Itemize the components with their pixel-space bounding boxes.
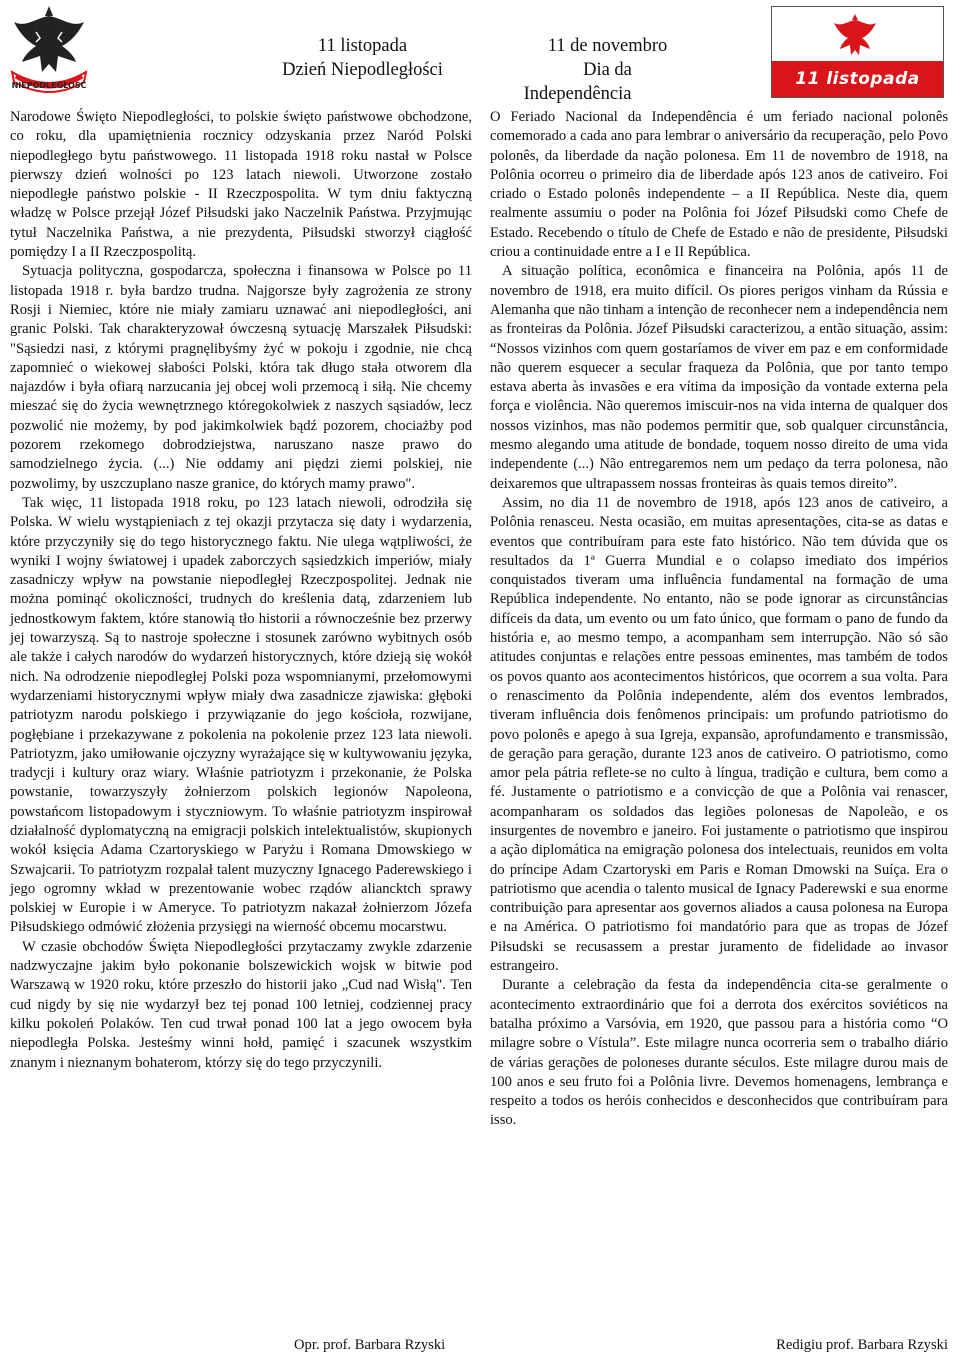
- pt-paragraph-2: A situação política, econômica e financeira na Polônia, após 11 de novembro de 1918, era muito difícil. Os piores perigos vinham da Rússia e Alemanha que não tinham a intenção de reconhecer nem a independência nem as fronteiras da Polônia. Józef Piłsudski caracterizou, a então situação, assim: “Nossos vizinhos com quem gostaríamos de viver em paz e em conformidade não querem esquecer a secular fraqueza da Polônia, que por tanto tempo estava aberta às invasões e era vítima da imposição da vontade externa pela força e violência. Não queremos imiscuir-nos na vida interna de qualquer dos nossos vizinhos, mas não podemos permitir que, sob qualquer circunstância, mesmo alegando uma atitude de bondade, toquem nosso direito de uma vida independente (...) Não entregaremos nem um pedaço da terra polonesa, não deixaremos que ultrapassem nossas fronteiras às quais temos direito”.: [490, 263, 948, 492]
- logo-text: NIEPODLEGŁOŚĆ: [11, 81, 87, 90]
- pl-signature: Opr. prof. Barbara Rzyski: [294, 1337, 446, 1353]
- portuguese-column: [490, 108, 948, 1131]
- pt-paragraph-3: Assim, no dia 11 de novembro de 1918, após 123 anos de cativeiro, a Polônia renasceu. Nesta ocasião, em muitas apresentações, cita-se as datas e eventos que contribuíram para este fato histórico. Não tem dúvida que os resultados da 1ª Guerra Mundial e o colapso imediato dos impérios conquistados tiveram uma influência fundamental na formação de uma República independente. No entanto, não se pode ignorar as circunstâncias difíceis da data, um evento ou um fato único, que formam o pano de fundo da história e, ao mesmo tempo, a acompanham sem interrupção. Não só são atitudes conjuntas e relações entre pessoas eminentes, mas também de todos os povos quanto aos acontecimentos históricos, que ocorrem a sua volta. Para o renascimento da Polônia independente, além dos eventos lembrados, tiveram influência dois fenômenos principais: um profundo patriotismo do povo polonês e apego à sua Igreja, expansão, aprofundamento e transmissão, de geração para geração, durante 123 anos de cativeiro. O patriotismo, como amor pela pátria reflete-se no culto à língua, tradição e cultura, bem como a fé. Justamente o patriotismo e a convicção de que a Polônia vai renascer, acompanharam os soldados das legiões polonesas de Napoleão, e os insurgentes de novembro e janeiro. Foi justamente o patriotismo que inspirou a ação diplomática na emigração polonesa dos intelectuais, reunidos em volta do príncipe Adam Czartoryski em Paris e Roman Dmowski na Suíça. Era o patriotismo que acendia o talento musical de Ignacy Paderewski e sua enorme contribuição para apresentar aos governos aliados a causa polonesa na Europa e na América. O patriotismo foi mandatório para que as tropas de Józef Piłsudski se recusassem a prestar juramento de fidelidade ao invasor estrangeiro.: [490, 494, 948, 975]
- header-title-pt-1: Dia da: [583, 60, 632, 80]
- pt-paragraph-4: Durante a celebração da festa da independência cita-se geralmente o acontecimento extraordinário que foi a derrota dos exércitos soviéticos na batalha próximo a Varsóvia, em 1920, que passou para a história como “O milagre sobre o Vístula”. Este milagre nunca ocorreria sem o trabalho diário de várias gerações de poloneses durante séculos. Este milagre durou mais de 100 anos e seu fruto foi a Polônia livre. Devemos homenagens, lembrança e respeito a todos os heróis conhecidos e desconhecidos que contribuíram para isso.: [490, 977, 948, 1129]
- header-title-pt-2: Independência: [523, 84, 632, 104]
- niepodleglosc-eagle-logo: [6, 2, 92, 100]
- pl-paragraph-1: Narodowe Święto Niepodległości, to polskie święto państwowe obchodzone, co roku, dla upamiętnienia rocznicy odzyskania przez Naród Polski niepodległego bytu państwowego. 11 listopada 1918 roku nastał w Polsce pierwszy dzień wolności po 123 latach niewoli. Utworzone zostało niepodległe państwo polskie - II Rzeczpospolita. W tym dniu faktyczną władzę w Polsce przejął Józef Piłsudski jako Naczelnik Państwa. Przyjmując tytuł Naczelnika Państwa, a nie prezydenta, Piłsudski stworzył ciągłość pomiędzy I a II Rzeczpospolitą.: [10, 109, 472, 261]
- november-11-badge: [771, 6, 944, 98]
- header-title-pl: Dzień Niepodległości: [282, 60, 443, 80]
- polish-column: [10, 108, 472, 1073]
- pt-paragraph-1: O Feriado Nacional da Independência é um feriado nacional polonês comemorado a cada ano para lembrar o aniversário da recuperação, pelo Povo polonês, da liberdade da nação polonesa. Em 11 de novembro de 1918, na Polônia ocorreu o primeiro dia de liberdade após 123 anos de cativeiro. Foi criado o Estado polonês independente – a II República. Neste dia, quem realmente assumiu o poder na Polônia foi Józef Piłsudski como Chefe de Estado. Recebendo o título de Chefe de Estado e não de presidente, Piłsudski criou a continuidade entre a I e II República.: [490, 109, 948, 261]
- pt-signature: Redigiu prof. Barbara Rzyski: [776, 1337, 948, 1353]
- pl-paragraph-3: Tak więc, 11 listopada 1918 roku, po 123 latach niewoli, odrodziła się Polska. W wielu wystąpieniach z tej okazji przytacza się daty i wydarzenia, które przyczyniły się do tego historycznego faktu. Nie ulega wątpliwości, że wyniki I wojny światowej i upadek zaborczych sąsiedzkich imperiów, miały zasadniczy wpływ na powstanie niepodległej Rzeczpospolitej. Jednak nie można pominąć okoliczności, trudnych do kreślenia datą, zdarzeniem lub jednostkowym faktem, które stanowią tło historii a równocześnie bez przerwy jej towarzyszą. Są to nastroje społeczne i stosunek zarówno wybitnych osób ale także i całych narodów do wydarzeń historycznych, które dzieją się wokół nich. Na odrodzenie niepodległej Polski poza wspomnianymi, przełomowymi wydarzeniami historycznymi wpływ miały dwa zasadnicze zjawiska: głęboki patriotyzm narodu polskiego i przywiązanie do jego kościoła, rozwijane, pogłębiane i przekazywane z pokolenia na pokolenie przez 123 lata niewoli. Patriotyzm, jako umiłowanie ojczyzny wyrażające się w kultywowaniu języka, tradycji i kultury oraz wiary. Właśnie patriotyzm i przekonanie, że Polska powstanie, towarzyszyły żołnierzom polskich legionów Napoleona, powstańcom listopadowym i styczniowym. To właśnie patriotyzm inspirował działalność dyplomatyczną na emigracji polskich intelektualistów, skupionych wokół księcia Adama Czartoryskiego w Paryżu i Romana Dmowskiego w Szwajcarii. To patriotyzm rozpalał talent muzyczny Ignacego Paderewskiego i jego ogromny wkład w prezentowanie wobec rządów aliancktch sprawy polskiej w Europie i w Ameryce. To patriotyzm nakazał żołnierzom Józefa Piłsudskiego odmówić złożenia przysięgi na wierność obcemu mocarstwu.: [10, 494, 472, 936]
- pl-paragraph-4: W czasie obchodów Święta Niepodległości przytaczamy zwykle zdarzenie nadzwyczajne jakim było pokonanie bolszewickich wojsk w bitwie pod Warszawą w 1920 roku, które przeszło do historii jako „Cud nad Wisłą". Ten cud nigdy by się nie wydarzył bez tej ponad 100 letniej, codziennej pracy kilku pokoleń Polaków. Ten cud trwał ponad 100 lat a jego owocem była niepodległa Polska. Jesteśmy winni hołd, pamięć i szacunek wszystkim znanym i nieznanym bohaterom, którzy się do tego przyczynili.: [10, 938, 472, 1071]
- page-header: [240, 34, 730, 106]
- header-date-pt: 11 de novembro: [547, 36, 668, 56]
- header-date-pl: 11 listopada: [317, 36, 408, 56]
- pl-paragraph-2: Sytuacja polityczna, gospodarcza, społeczna i finansowa w Polsce po 11 listopada 1918 r. była bardzo trudna. Najgorsze były zagrożenia ze strony Rosji i Niemiec, które nie miały zamiaru uznawać ani niepodległości, ani granic Polski. Tak charakteryzował ówczesną sytuację Marszałek Piłsudski: "Sąsiedzi nasi, z którymi pragnęlibyśmy żyć w pokoju i zgodnie, nie chcą zapomnieć o wiekowej słabości Polski, która tak długo stała otworem dla najazdów i była ofiarą narzucania jej obcej woli przemocą i siłą. Nie chcemy mieszać się do życia wewnętrznego któregokolwiek z naszych sąsiadów, lecz pozwolić nie możemy, by pod jakimkolwiek bądź pozorem, chociażby pod pozorem rzekomego dobrodziejstwa, naruszano nasze prawo do samodzielnego życia. (...) Nie oddamy ani piędzi ziemi polskiej, nie pozwolimy, by uszczuplano nasze granice, do których mamy prawo".: [10, 263, 472, 492]
- white-eagle-icon: [830, 11, 880, 61]
- badge-label: 11 listopada: [772, 61, 943, 97]
- eagle-icon: [6, 2, 92, 100]
